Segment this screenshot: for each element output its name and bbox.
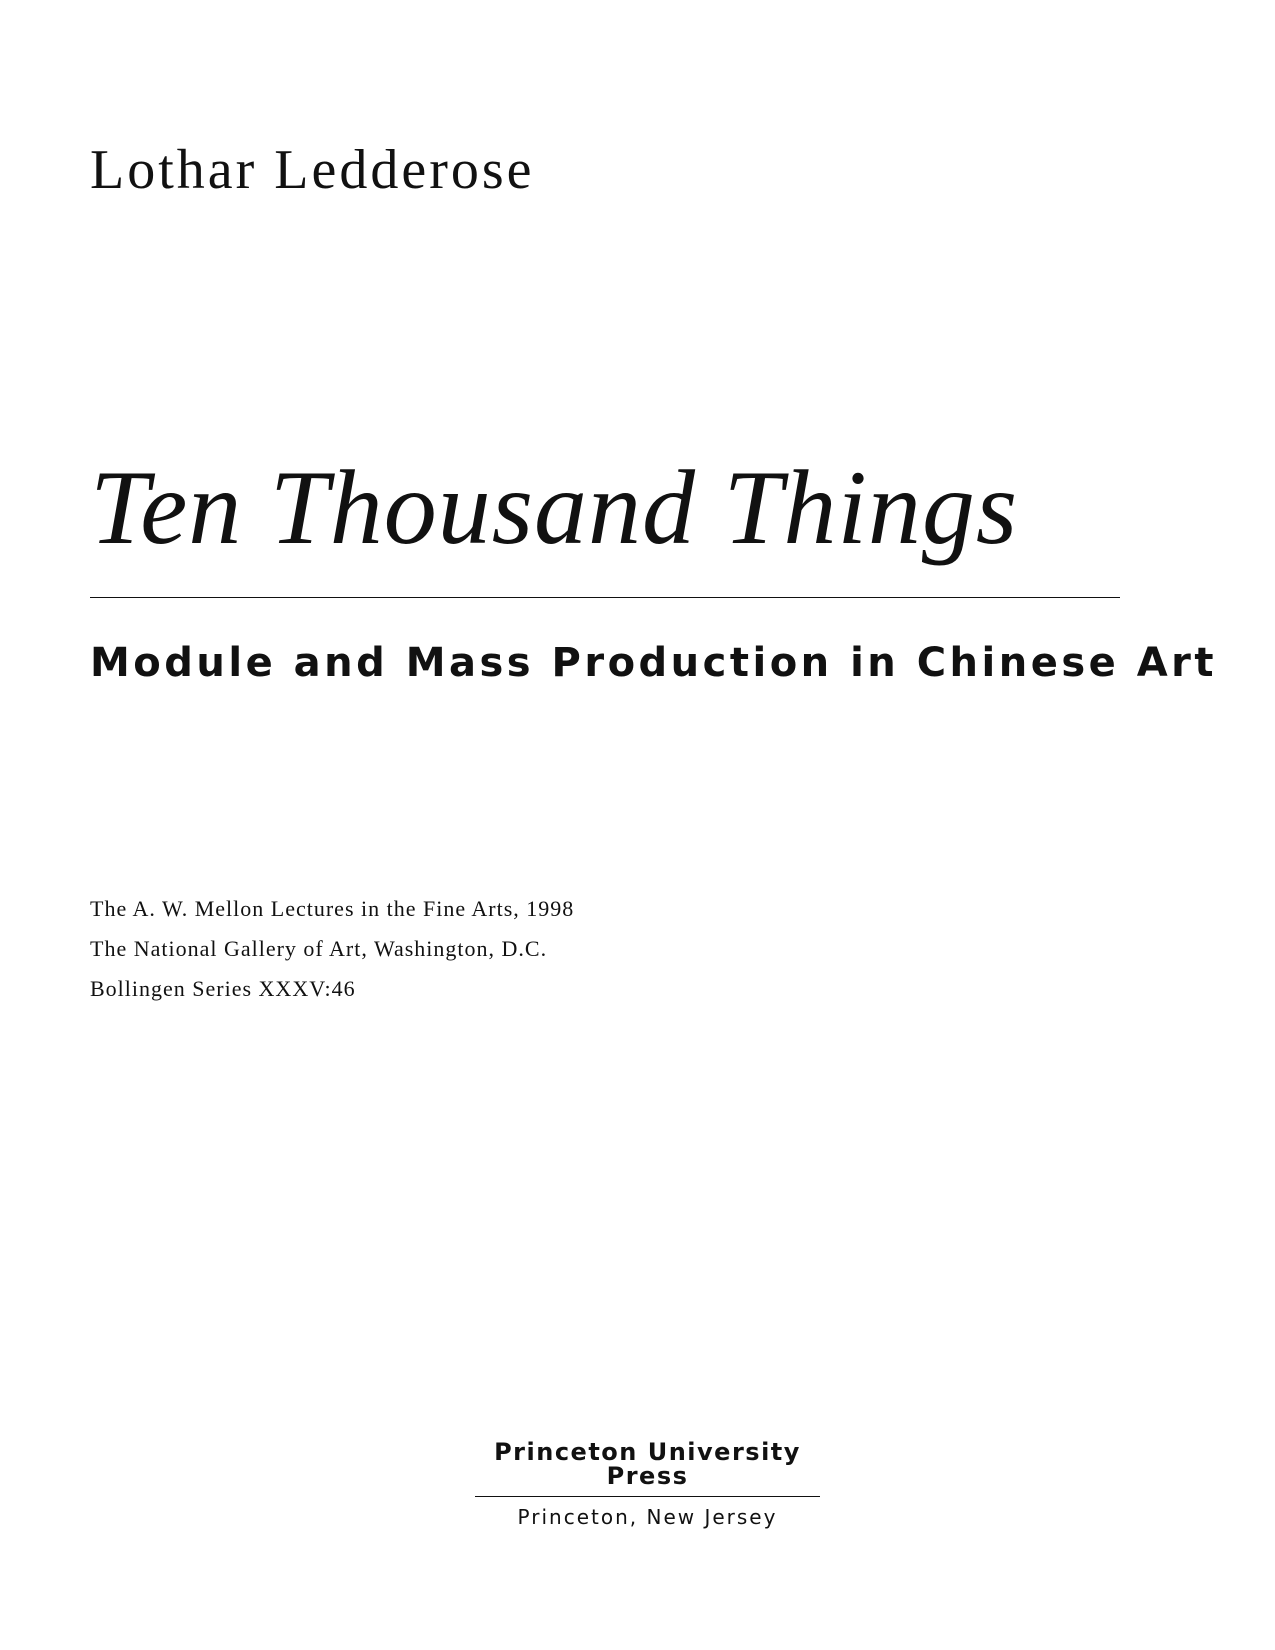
publisher-name: Princeton University Press xyxy=(475,1440,820,1497)
series-line-gallery: The National Gallery of Art, Washington, D.C. xyxy=(90,936,548,961)
publisher-place: Princeton, New Jersey xyxy=(517,1505,778,1529)
series-line-bollingen: Bollingen Series XXXV:46 xyxy=(90,976,356,1001)
series-line-lectures: The A. W. Mellon Lectures in the Fine Arts, 1998 xyxy=(90,896,575,921)
book-title: Ten Thousand Things xyxy=(90,449,1019,566)
publisher-block xyxy=(475,1440,820,1527)
book-subtitle: Module and Mass Production in Chinese Art xyxy=(90,640,1218,686)
author-name: Lothar Ledderose xyxy=(90,139,535,201)
title-divider xyxy=(90,597,1120,598)
series-info xyxy=(90,889,574,1009)
